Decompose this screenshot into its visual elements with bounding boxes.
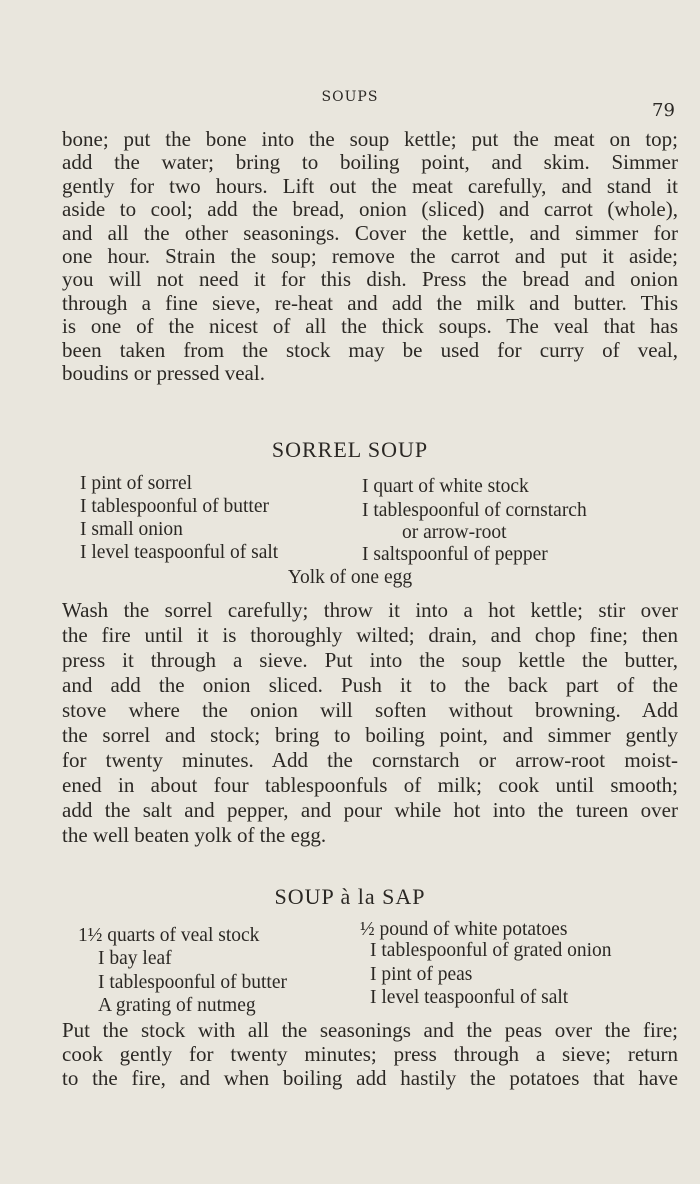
text-line: add the salt and pepper, and pour while hot into the tureen over [62,798,678,822]
ingredient-item: 1½ quarts of veal stock [78,925,260,946]
text-line: and all the other seasonings. Cover the kettle, and simmer for [62,220,678,245]
text-line: the fire until it is thoroughly wilted; drain, and chop fine; then [62,623,678,647]
text-line: add the water; bring to boiling point, and skim. Simmer [62,150,678,175]
ingredient-item: I pint of sorrel [80,473,193,494]
ingredient-item: A grating of nutmeg [98,995,256,1016]
text-line: boudins or pressed veal. [62,361,265,386]
text-line: gently for two hours. Lift out the meat carefully, and stand it [62,173,678,198]
text-line: aside to cool; add the bread, onion (sliced) and carrot (whole), [62,197,678,222]
text-line: and add the onion sliced. Push it to the back part of the [62,673,678,697]
ingredient-item: I tablespoonful of butter [98,972,287,993]
sorrel-soup-heading: SORREL SOUP [271,437,429,462]
text-line: cook gently for twenty minutes; press through a sieve; return [62,1042,678,1066]
sap-method [62,1018,678,1090]
ingredient-item: or arrow-root [402,522,507,543]
ingredient-item: I tablespoonful of grated onion [370,940,612,961]
text-line: you will not need it for this dish. Press the bread and onion [62,267,678,292]
sorrel-method [62,598,678,848]
ingredient-item: I saltspoonful of pepper [362,544,548,565]
text-line: been taken from the stock may be used for curry of veal, [62,337,678,362]
page-number: 79 [652,100,675,121]
ingredient-item: Yolk of one egg [287,567,413,588]
ingredient-item: I small onion [80,519,183,540]
text-line: Wash the sorrel carefully; throw it into a hot kettle; stir over [62,598,678,622]
ingredient-item: I level teaspoonful of salt [370,987,569,1008]
text-line: for twenty minutes. Add the cornstarch or arrow-root moist- [62,748,678,772]
text-line: is one of the nicest of all the thick soups. The veal that has [62,314,678,339]
text-line: press it through a sieve. Put into the soup kettle the butter, [62,648,678,672]
text-line: one hour. Strain the soup; remove the carrot and put it aside; [62,244,678,269]
running-head: SOUPS [321,89,379,105]
ingredient-item: I bay leaf [98,948,172,969]
text-line: the well beaten yolk of the egg. [62,823,327,847]
intro-paragraph [62,128,678,385]
soup-a-la-sap-heading: SOUP à la SAP [274,884,426,909]
ingredient-item: I tablespoonful of cornstarch [362,500,587,521]
text-line: the sorrel and stock; bring to boiling point, and simmer gently [62,723,678,747]
text-line: Put the stock with all the seasonings and the peas over the fire; [62,1018,678,1042]
text-line: ened in about four tablespoonfuls of milk; cook until smooth; [62,773,678,797]
ingredient-item: I pint of peas [370,964,473,985]
text-line: through a fine sieve, re-heat and add the milk and butter. This [62,290,678,315]
text-line: stove where the onion will soften without browning. Add [62,698,678,722]
ingredient-item: I level teaspoonful of salt [80,542,279,563]
ingredient-item: ½ pound of white potatoes [360,919,568,940]
text-line: to the fire, and when boiling add hastily the potatoes that have [62,1066,678,1090]
ingredient-item: I tablespoonful of butter [80,496,269,517]
ingredient-item: I quart of white stock [362,476,529,497]
text-line: bone; put the bone into the soup kettle; put the meat on top; [62,127,678,151]
